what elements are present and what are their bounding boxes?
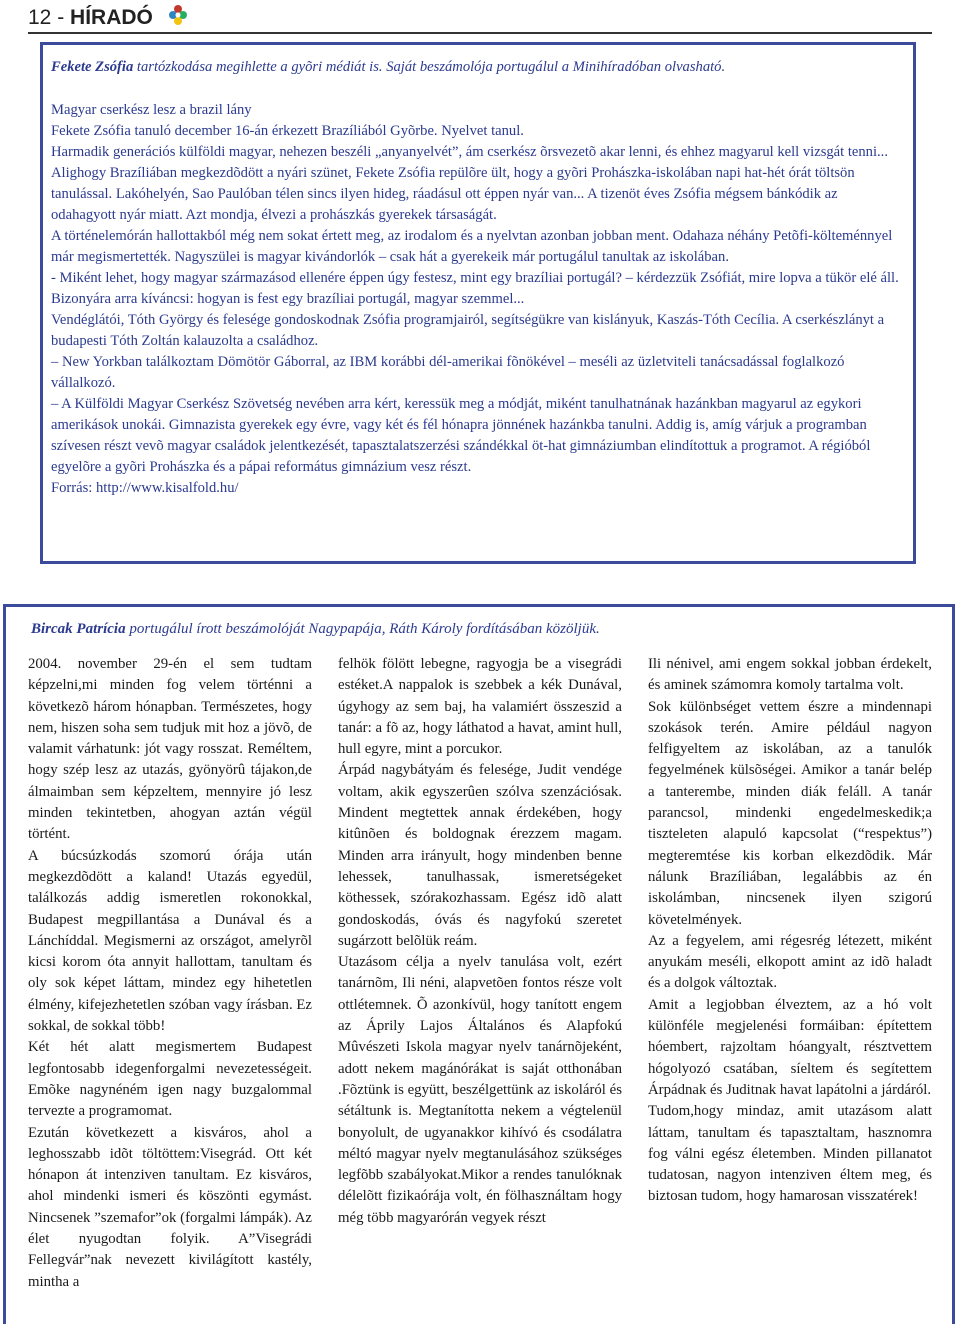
newsletter-logo-icon: [168, 4, 188, 26]
news-article-box: [40, 42, 916, 564]
article-paragraph: – A Külföldi Magyar Cserkész Szövetség nevében arra kért, keressük meg a módját, miként tanulhatnának hazánkban magyarul az egykori amerikások unokái. Gimnazista gyerekek egy évre, vagy két és fél hónapra jönnének hazánkba tanulni. Addig is, amíg várjuk a programban szívesen részt vevõ magyar családok jelentkezését, tapasztalatszerzési szándékkal öt-hat gimnáziumban elindítottuk a programot. A régióból egyelõre a gyõri Prohászka és a pápai református gimnázium vesz részt.: [51, 396, 871, 475]
report-intro-text: portugálul írott beszámolóját Nagypapája, Ráth Károly fordításában közöljük.: [125, 621, 600, 637]
header-rule: [28, 32, 932, 34]
section-title: HÍRADÓ: [70, 6, 153, 29]
article-paragraph: Vendéglátói, Tóth György és felesége gondoskodnak Zsófia programjairól, segítségükre van kislányuk, Kaszás-Tóth Cecília. A cserkészlányt a budapesti Tóth Zoltán kalauzolta a családhoz.: [51, 312, 885, 349]
report-column-3: [648, 654, 932, 1208]
intro-text: tartózkodása megihlette a gyõri médiát is. Saját beszámolója portugálul a Minihíradóban olvasható.: [133, 59, 726, 75]
column-paragraph: felhök fölött lebegne, ragyogja be a visegrádi estéket.A nappalok is szebbek a kék Dunával, úgyhogy az sem baj, ha valamiért összeszid a tanár: a fõ az, hogy láthatod a havat, amint hull, hull egyre, mint a porcukor.: [338, 656, 622, 758]
column-paragraph: Az a fegyelem, ami régesrég létezett, miként anyukám meséli, elkopott amint az idõ haladt és a dolgok változtak.: [648, 932, 932, 992]
report-author: Bircak Patrícia: [31, 621, 126, 637]
article-title: Magyar cserkész lesz a brazil lány: [51, 102, 252, 118]
article-paragraph: A történelemórán hallottakból még nem sokat értett meg, az irodalom és a nyelvtan azonban jobban ment. Odahaza néhány Petõfi-költeménnyel már megismertették. Nagyszülei is magyar kivándorlók – csak hát a gyerekeik már portugálul tanultak az iskolában.: [51, 228, 893, 265]
column-paragraph: A búcsúzkodás szomorú órája után megkezdõdött a kaland! Utazás egyedül, találkozás addig ismeretlen rokonokkal, Budapest megpillantása a Dunával és a Lánchíddal. Megismerni az országot, amelyrõl kicsi korom óta annyit hallottam, tanultam és oly sok képet láttam, mindez egy hihetetlen élmény, kifejezhetetlen szóban vagy írásban. Ez sokkal, de sokkal több!: [28, 847, 312, 1035]
column-paragraph: Sok különbséget vettem észre a mindennapi szokások terén. Amire például nagyon felfigyeltem az iskolában, az a tanulók fegyelmének külsõségei. Amikor a tanár belép a tanterembe, minden diák feláll. A tanár parancsol, mindenki engedelmeskedik;a tiszteleten alapuló kapcsolat (“respektus”) megteremtése kis korban elkezdõdik. Már nálunk Brazíliában, legalábbis az én iskolámban, nincsenek ilyen szigorú követelmények.: [648, 698, 932, 928]
column-paragraph: Árpád nagybátyám és felesége, Judit vendége voltam, akik egyszerûen szólva szenzációsak. Mindent megtettek annak érdekében, hogy kitûnõen és boldognak érezzem magam. Minden arra irányult, hogy mindenben benne lehessek, tanulhassak, ismeretségeket köthessek, szórakozhassam. Egész idõ alatt gondoskodás, óvás és nagyfokú szeretet sugárzott belõlük reám.: [338, 762, 622, 949]
column-paragraph: Tudom,hogy mindaz, amit utazásom alatt láttam, tanultam és tapasztaltam, hasznomra fog válni egész életemben. Minden pillanatot tudatosan, nagyon intenziven éltem meg, és biztosan tudom, hogy hamarosan visszatérek!: [648, 1103, 932, 1205]
column-paragraph: Ezután következett a kisváros, ahol a leghosszabb idõt töltöttem:Visegrád. Ott két hónapon át intenziven tanultam. Ez kisváros, ahol mindenki ismeri és köszönti egymást. Nincsenek ”szemafor”ok (forgalmi lámpák). Az élet nyugodtan folyik. A”Visegrádi Fellegvár”nak nevezett kivilágított kastély, mintha a: [28, 1124, 312, 1290]
article-source: [51, 478, 905, 499]
report-column-2: [338, 654, 622, 1229]
column-paragraph: Utazásom célja a nyelv tanulása volt, ezért tanárnõm, Ili néni, alapvetõen fontos része volt ottlétemnek. Õ azonkívül, hogy tanított engem az Áprily Lajos Általános és Alapfokú Mûvészeti Iskola magyar nyelv tanárnõjeként, adott nekem magánórákat is saját otthonában .Fõztünk is együtt, beszélgettünk az iskoláról és sétáltunk is. Megtanította nekem a végtelenül bonyolult, de ugyanakkor kihívó és csodálatra méltó magyar nyelv megtanulásához szükséges legfõbb szabályokat.Mikor a rendes tanulóknak délelõtt fizikaórája volt, én fölhasználtam hogy még több magyarórán vegyek részt: [338, 954, 622, 1226]
article-paragraph: Harmadik generációs külföldi magyar, nehezen beszéli „anyanyelvét”, ám cserkész õrsvezetõ akar lenni, és ehhez magyarul kell vizsgát tenni...: [51, 144, 888, 160]
article-paragraph: Alighogy Brazíliában megkezdõdött a nyári szünet, Fekete Zsófia repülõre ült, hogy a gyõri Prohászka-iskolában napi hat-hét órát töltsön tanulással. Lakóhelyén, Sao Paulóban télen sincs ilyen hideg, ráadásul ott éppen nyár van... A tizenöt éves Zsófia mégsem bánkódik az odahagyott nyár miatt. Azt mondja, élvezi a prohászkás gyerekek társaságát.: [51, 165, 855, 223]
article-paragraph: – New Yorkban találkoztam Dömötör Gáborral, az IBM korábbi dél-amerikai fõnökével – meséli az üzletviteli tanácsadással foglalkozó vállalkozó.: [51, 354, 845, 391]
source-link[interactable]: http://www.kisalfold.hu/: [96, 480, 239, 496]
column-paragraph: Ili nénivel, ami engem sokkal jobban érdekelt, és aminek számomra komoly tartalma volt.: [648, 656, 932, 694]
page-header: [28, 6, 153, 32]
column-paragraph: Amit a legjobban élveztem, az a hó volt különféle megjelenési formáiban: építettem hóembert, rajzoltam hóangyalt, résztvettem hógolyozó csatában, síeltem és segítettem Árpádnak és Juditnak havat lapátolni a járdáról.: [648, 996, 932, 1098]
page-number: 12 -: [28, 6, 71, 29]
intro-name: Fekete Zsófia: [51, 59, 134, 75]
source-label: Forrás:: [51, 480, 96, 496]
column-paragraph: 2004. november 29-én el sem tudtam képzelni,mi minden fog velem történni a következõ három hónapban. Természetes, hogy nem, hiszen soha sem tudjuk mit hoz a jövõ, de valamit várhatunk: jót vagy rosszat. Reméltem, hogy szép lesz az utazás, gyönyörû tájakon,de álmaimban sem képzeltem, mennyire jó lesz minden tekintetben, ahogyan aztán végül történt.: [28, 656, 312, 843]
report-intro: [31, 621, 600, 638]
report-column-1: [28, 654, 312, 1293]
article-paragraph: - Miként lehet, hogy magyar származásod ellenére éppen úgy festesz, mint egy brazíliai portugál? – kérdezzük Zsófiát, mire lopva a tükör elé áll. Bizonyára arra kíváncsi: hogyan is fest egy brazíliai portugál, magyar szemmel...: [51, 270, 899, 307]
article-intro: [51, 57, 905, 78]
column-paragraph: Két hét alatt megismertem Budapest legfontosabb idegenforgalmi nevezetességeit. Emõke nagynéném igen nagy buzgalommal tervezte a programomat.: [28, 1039, 312, 1120]
article-subtitle: Fekete Zsófia tanuló december 16-án érkezett Brazíliából Gyõrbe. Nyelvet tanul.: [51, 123, 524, 139]
